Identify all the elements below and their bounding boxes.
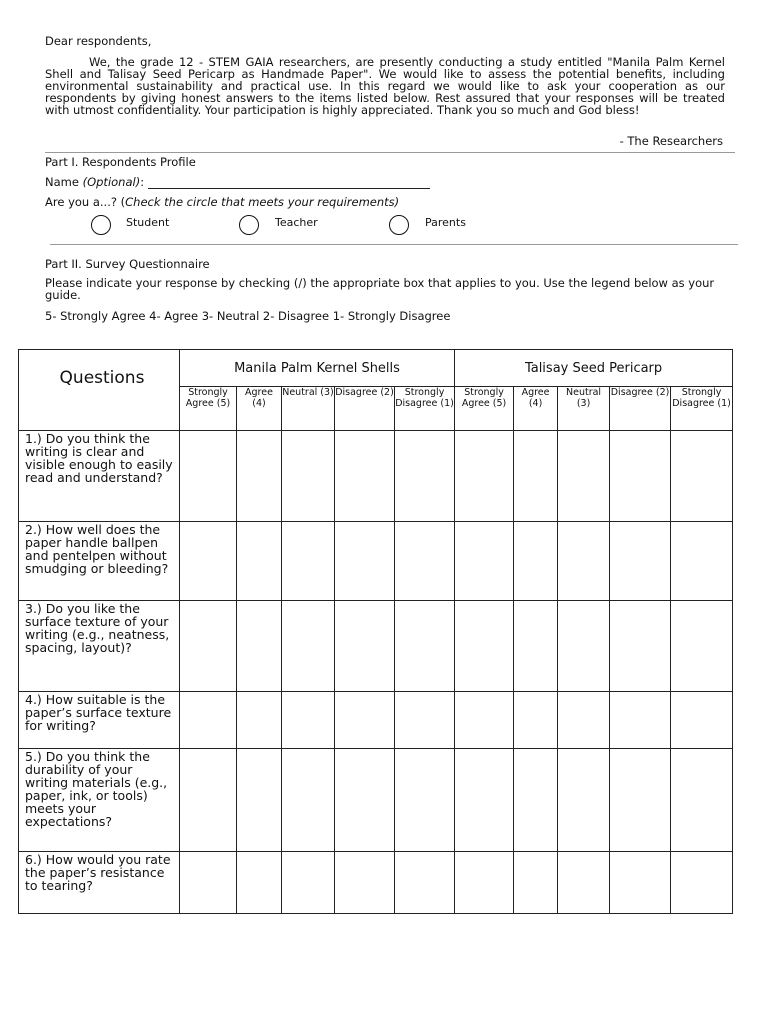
scale-3-manila: Neutral (3) [282, 387, 335, 431]
response-checkbox-cell[interactable] [610, 749, 671, 852]
are-you-hint: Check the circle that meets your requirements) [125, 195, 400, 209]
response-checkbox-cell[interactable] [180, 749, 237, 852]
question-text: 1.) Do you think the writing is clear and visible enough to easily read and understand? [19, 431, 180, 522]
group-header-talisay: Talisay Seed Pericarp [455, 350, 733, 387]
response-checkbox-cell[interactable] [335, 601, 395, 692]
survey-table [18, 349, 733, 914]
response-checkbox-cell[interactable] [282, 601, 335, 692]
response-checkbox-cell[interactable] [335, 692, 395, 749]
response-checkbox-cell[interactable] [180, 692, 237, 749]
option-teacher: Teacher [275, 216, 318, 229]
intro-body: We, the grade 12 - STEM GAIA researchers, are presently conducting a study entitled "Manila Palm Kernel Shell and Talisay Seed Pericarp as Handmade Paper". We would like to assess the potential benefits, including environmental sustainability and practical use. In this regard we would like to ask your cooperation as our respondents by giving honest answers to the items listed below. Rest assured that your responses will be treated with utmost confidentiality. Your participation is highly appreciated. Thank you so much and God bless! [45, 55, 725, 117]
response-checkbox-cell[interactable] [610, 431, 671, 522]
are-you-row [45, 195, 399, 209]
response-checkbox-cell[interactable] [237, 431, 282, 522]
question-rows [19, 431, 733, 914]
response-checkbox-cell[interactable] [671, 749, 733, 852]
response-checkbox-cell[interactable] [610, 601, 671, 692]
response-checkbox-cell[interactable] [180, 431, 237, 522]
parents-radio-circle[interactable] [389, 215, 409, 235]
response-checkbox-cell[interactable] [180, 601, 237, 692]
response-checkbox-cell[interactable] [514, 601, 558, 692]
question-text: 6.) How would you rate the paper’s resistance to tearing? [19, 852, 180, 914]
response-checkbox-cell[interactable] [180, 522, 237, 601]
name-optional: (Optional) [82, 175, 141, 189]
table-header-row [19, 350, 733, 387]
scale-4-manila: Agree (4) [237, 387, 282, 431]
response-checkbox-cell[interactable] [237, 749, 282, 852]
divider-2 [50, 244, 738, 245]
response-checkbox-cell[interactable] [335, 852, 395, 914]
response-checkbox-cell[interactable] [282, 852, 335, 914]
response-checkbox-cell[interactable] [558, 522, 610, 601]
teacher-radio-circle[interactable] [239, 215, 259, 235]
are-you-label: Are you a...? ( [45, 195, 126, 209]
response-checkbox-cell[interactable] [237, 522, 282, 601]
legend: 5- Strongly Agree 4- Agree 3- Neutral 2- Disagree 1- Strongly Disagree [45, 309, 451, 323]
table-row [19, 749, 733, 852]
scale-1-manila: Strongly Disagree (1) [395, 387, 455, 431]
name-colon: : [140, 175, 145, 189]
group-header-manila: Manila Palm Kernel Shells [180, 350, 455, 387]
response-checkbox-cell[interactable] [282, 522, 335, 601]
scale-5-manila: Strongly Agree (5) [180, 387, 237, 431]
part2-instructions: Please indicate your response by checking (/) the appropriate box that applies to you. Use the legend below as your guide. [45, 276, 715, 302]
response-checkbox-cell[interactable] [282, 692, 335, 749]
response-checkbox-cell[interactable] [395, 522, 455, 601]
scale-1-talisay: Strongly Disagree (1) [671, 387, 733, 431]
response-checkbox-cell[interactable] [671, 692, 733, 749]
response-checkbox-cell[interactable] [455, 749, 514, 852]
table-row [19, 601, 733, 692]
response-checkbox-cell[interactable] [671, 431, 733, 522]
response-checkbox-cell[interactable] [514, 522, 558, 601]
name-row [45, 175, 430, 189]
scale-3-talisay: Neutral (3) [558, 387, 610, 431]
response-checkbox-cell[interactable] [671, 522, 733, 601]
response-checkbox-cell[interactable] [455, 522, 514, 601]
question-text: 2.) How well does the paper handle ballpen and pentelpen without smudging or bleeding? [19, 522, 180, 601]
student-radio-circle[interactable] [91, 215, 111, 235]
response-checkbox-cell[interactable] [395, 749, 455, 852]
question-text: 4.) How suitable is the paper’s surface texture for writing? [19, 692, 180, 749]
response-checkbox-cell[interactable] [335, 749, 395, 852]
response-checkbox-cell[interactable] [558, 601, 610, 692]
scale-4-talisay: Agree (4) [514, 387, 558, 431]
response-checkbox-cell[interactable] [335, 431, 395, 522]
response-checkbox-cell[interactable] [282, 431, 335, 522]
response-checkbox-cell[interactable] [558, 692, 610, 749]
response-checkbox-cell[interactable] [395, 431, 455, 522]
response-checkbox-cell[interactable] [237, 601, 282, 692]
response-checkbox-cell[interactable] [558, 749, 610, 852]
table-row [19, 431, 733, 522]
response-checkbox-cell[interactable] [610, 692, 671, 749]
response-checkbox-cell[interactable] [610, 522, 671, 601]
response-checkbox-cell[interactable] [335, 522, 395, 601]
response-checkbox-cell[interactable] [395, 601, 455, 692]
name-label: Name [45, 175, 79, 189]
option-student: Student [126, 216, 170, 229]
response-checkbox-cell[interactable] [395, 852, 455, 914]
response-checkbox-cell[interactable] [180, 852, 237, 914]
response-checkbox-cell[interactable] [558, 431, 610, 522]
question-text: 5.) Do you think the durability of your writing materials (e.g., paper, ink, or tools) meets your expectations? [19, 749, 180, 852]
table-row [19, 522, 733, 601]
response-checkbox-cell[interactable] [514, 749, 558, 852]
part2-title: Part II. Survey Questionnaire [45, 257, 210, 271]
response-checkbox-cell[interactable] [282, 749, 335, 852]
response-checkbox-cell[interactable] [514, 852, 558, 914]
scale-2-manila: Disagree (2) [335, 387, 395, 431]
response-checkbox-cell[interactable] [395, 692, 455, 749]
response-checkbox-cell[interactable] [455, 692, 514, 749]
response-checkbox-cell[interactable] [610, 852, 671, 914]
intro-letter [45, 35, 725, 116]
response-checkbox-cell[interactable] [558, 852, 610, 914]
table-row [19, 692, 733, 749]
response-checkbox-cell[interactable] [237, 852, 282, 914]
response-checkbox-cell[interactable] [514, 431, 558, 522]
questions-header: Questions [19, 350, 180, 431]
option-parents: Parents [425, 216, 466, 229]
scale-5-talisay: Strongly Agree (5) [455, 387, 514, 431]
response-checkbox-cell[interactable] [455, 601, 514, 692]
greeting: Dear respondents, [45, 34, 152, 48]
response-checkbox-cell[interactable] [671, 852, 733, 914]
response-checkbox-cell[interactable] [455, 852, 514, 914]
response-checkbox-cell[interactable] [237, 692, 282, 749]
name-input-line[interactable] [148, 176, 430, 189]
question-text: 3.) Do you like the surface texture of your writing (e.g., neatness, spacing, layout)? [19, 601, 180, 692]
response-checkbox-cell[interactable] [455, 431, 514, 522]
part1-title: Part I. Respondents Profile [45, 155, 196, 169]
response-checkbox-cell[interactable] [514, 692, 558, 749]
response-checkbox-cell[interactable] [671, 601, 733, 692]
divider-1 [45, 152, 735, 153]
table-row [19, 852, 733, 914]
signature: - The Researchers [619, 134, 723, 148]
scale-2-talisay: Disagree (2) [610, 387, 671, 431]
